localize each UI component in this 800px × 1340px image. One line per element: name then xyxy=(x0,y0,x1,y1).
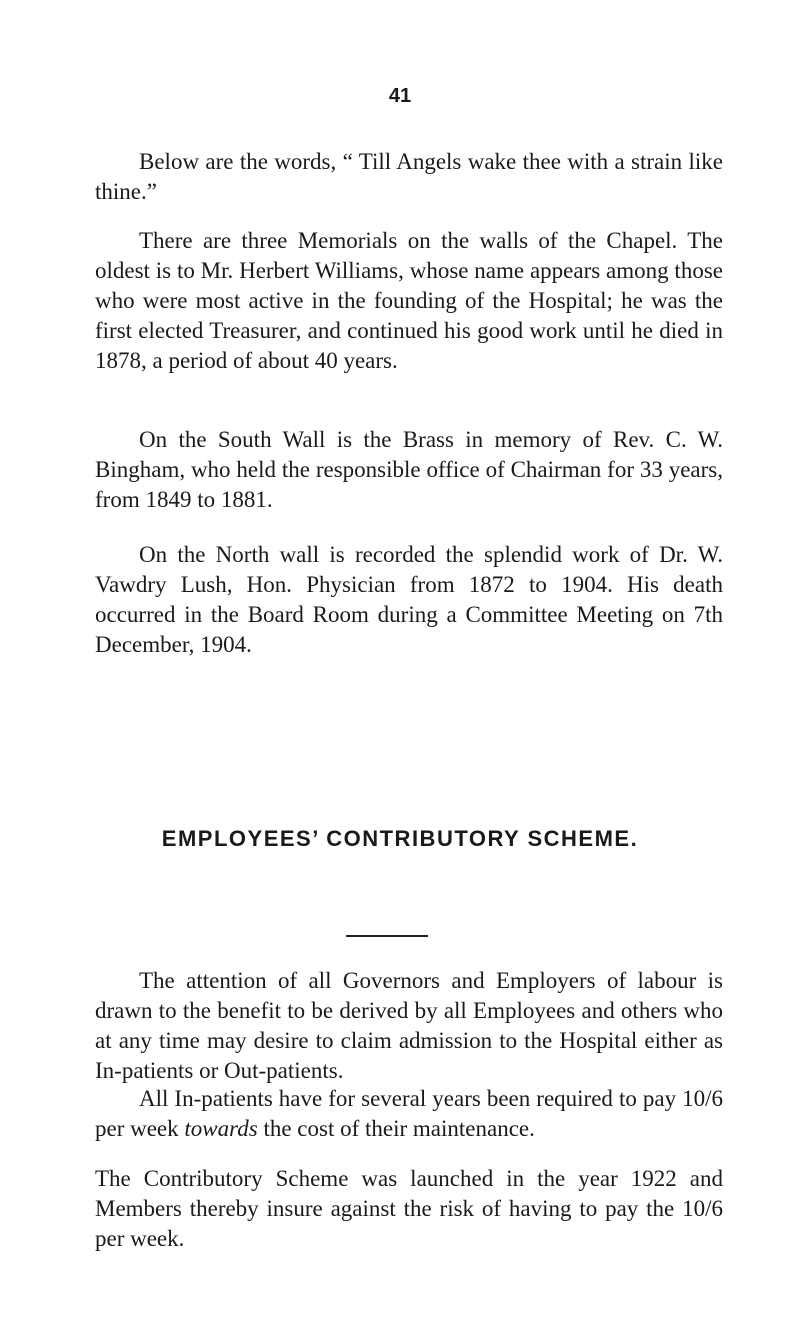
in-patients-text-before: All In-patients have for several years been required to pay 10/6 per week xyxy=(95,1086,723,1141)
paragraph-contributory-scheme: The Contributory Scheme was launched in the year 1922 and Members thereby insure against the risk of having to pay the 10/6 per week. xyxy=(95,1166,723,1251)
section-divider xyxy=(346,935,428,937)
section-heading: EMPLOYEES’ CONTRIBUTORY SCHEME. xyxy=(161,826,639,851)
paragraph-memorials: There are three Memorials on the walls of the Chapel. The oldest is to Mr. Herbert Williams, whose name appears among those who were most active in the founding of the Hospital; he was the first elected Treasurer, and continued his good work until he died in 1878, a period of about 40 years. xyxy=(95,228,723,373)
paragraph-south-wall: On the South Wall is the Brass in memory of Rev. C. W. Bingham, who held the responsible office of Chairman for 33 years, from 1849 to 1881. xyxy=(95,427,723,512)
emphasis-towards: towards xyxy=(184,1116,258,1141)
paragraph-inscription: Below are the words, “ Till Angels wake thee with a strain like thine.” xyxy=(95,149,723,204)
in-patients-text-after: the cost of their maintenance. xyxy=(257,1116,535,1141)
paragraph-north-wall: On the North wall is recorded the splendid work of Dr. W. Vawdry Lush, Hon. Physician from 1872 to 1904. His death occurred in the Board Room during a Committee Meeting on 7th December, 1904. xyxy=(95,542,723,657)
paragraph-in-patients xyxy=(95,1084,723,1144)
paragraph-attention: The attention of all Governors and Employers of labour is drawn to the benefit to be derived by all Employees and others who at any time may desire to claim admission to the Hospital either as In-patients or Out-patients. xyxy=(95,968,723,1083)
page-number: 41 xyxy=(388,85,412,107)
